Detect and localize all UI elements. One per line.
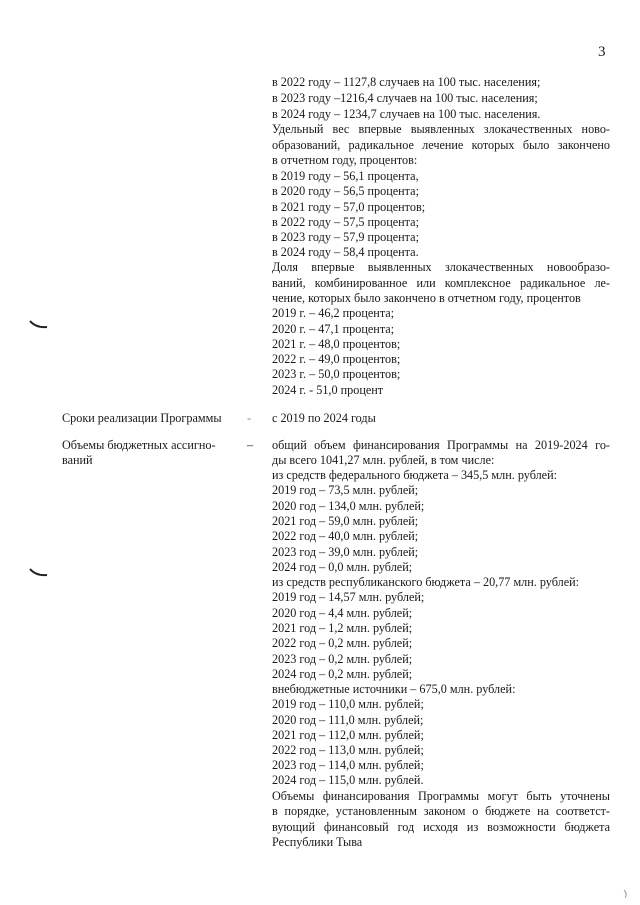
terms-value: с 2019 по 2024 годы [272, 411, 376, 425]
extra-year: 2022 год – 113,0 млн. рублей; [272, 743, 424, 757]
budget-label: ваний [62, 453, 93, 467]
corner-mark [622, 888, 632, 900]
combined-treatment-heading: ваний, комбинированное или комплексное радикальное ле- [272, 276, 610, 290]
combined-treatment-year: 2022 г. – 49,0 процентов; [272, 352, 401, 366]
combined-treatment-year: 2019 г. – 46,2 процента; [272, 306, 395, 320]
federal-year: 2024 год – 0,0 млн. рублей; [272, 560, 413, 574]
combined-treatment-heading: Доля впервые выявленных злокачественных новообразо- [272, 260, 610, 274]
extra-year: 2020 год – 111,0 млн. рублей; [272, 713, 424, 727]
republic-year: 2023 год – 0,2 млн. рублей; [272, 652, 413, 666]
continuation-line: в 2024 году – 1234,7 случаев на 100 тыс. населения. [272, 107, 541, 121]
extra-heading: внебюджетные источники – 675,0 млн. рублей: [272, 682, 516, 696]
extra-year: 2024 год – 115,0 млн. рублей. [272, 773, 424, 787]
specific-weight-year: в 2020 году – 56,5 процента; [272, 184, 419, 198]
federal-year: 2021 год – 59,0 млн. рублей; [272, 514, 419, 528]
budget-label: Объемы бюджетных ассигно- [62, 438, 216, 452]
combined-treatment-year: 2023 г. – 50,0 процентов; [272, 367, 401, 381]
specific-weight-year: в 2021 году – 57,0 процентов; [272, 200, 426, 214]
republic-year: 2024 год – 0,2 млн. рублей; [272, 667, 413, 681]
budget-intro: ды всего 1041,27 млн. рублей, в том числе: [272, 453, 495, 467]
extra-year: 2021 год – 112,0 млн. рублей; [272, 728, 424, 742]
continuation-line: в 2022 году – 1127,8 случаев на 100 тыс. населения; [272, 75, 541, 89]
federal-year: 2022 год – 40,0 млн. рублей; [272, 529, 419, 543]
budget-dash: – [247, 438, 254, 452]
republic-heading: из средств республиканского бюджета – 20,77 млн. рублей: [272, 575, 580, 589]
terms-label: Сроки реализации Программы [62, 411, 222, 425]
combined-treatment-year: 2020 г. – 47,1 процента; [272, 322, 395, 336]
specific-weight-heading: образований, радикальное лечение которых было закончено [272, 138, 610, 152]
specific-weight-year: в 2024 году – 58,4 процента. [272, 245, 419, 259]
binder-mark [28, 318, 50, 330]
budget-note: вующий финансовый год исходя из возможности бюджета [272, 820, 610, 834]
combined-treatment-year: 2024 г. - 51,0 процент [272, 383, 384, 397]
federal-heading: из средств федерального бюджета – 345,5 млн. рублей: [272, 468, 557, 482]
continuation-line: в 2023 году –1216,4 случаев на 100 тыс. населения; [272, 91, 538, 105]
republic-year: 2020 год – 4,4 млн. рублей; [272, 606, 413, 620]
extra-year: 2023 год – 114,0 млн. рублей; [272, 758, 424, 772]
republic-year: 2022 год – 0,2 млн. рублей; [272, 636, 413, 650]
specific-weight-heading: в отчетном году, процентов: [272, 153, 418, 167]
combined-treatment-year: 2021 г. – 48,0 процентов; [272, 337, 401, 351]
combined-treatment-heading: чение, которых было закончено в отчетном году, процентов [272, 291, 581, 305]
budget-note: Республики Тыва [272, 835, 363, 849]
extra-year: 2019 год – 110,0 млн. рублей; [272, 697, 424, 711]
federal-year: 2019 год – 73,5 млн. рублей; [272, 483, 419, 497]
specific-weight-year: в 2022 году – 57,5 процента; [272, 215, 419, 229]
specific-weight-year: в 2019 году – 56,1 процента, [272, 169, 419, 183]
page-number: 3 [598, 44, 606, 60]
republic-year: 2019 год – 14,57 млн. рублей; [272, 590, 425, 604]
federal-year: 2020 год – 134,0 млн. рублей; [272, 499, 425, 513]
budget-note: в порядке, установленным законом о бюджете на соответст- [272, 804, 610, 818]
specific-weight-heading: Удельный вес впервые выявленных злокачественных ново- [272, 122, 610, 136]
federal-year: 2023 год – 39,0 млн. рублей; [272, 545, 419, 559]
budget-note: Объемы финансирования Программы могут быть уточнены [272, 789, 610, 803]
specific-weight-year: в 2023 году – 57,9 процента; [272, 230, 419, 244]
republic-year: 2021 год – 1,2 млн. рублей; [272, 621, 413, 635]
binder-mark [28, 566, 50, 578]
budget-intro: общий объем финансирования Программы на 2019-2024 го- [272, 438, 610, 452]
terms-dash: - [247, 411, 252, 425]
